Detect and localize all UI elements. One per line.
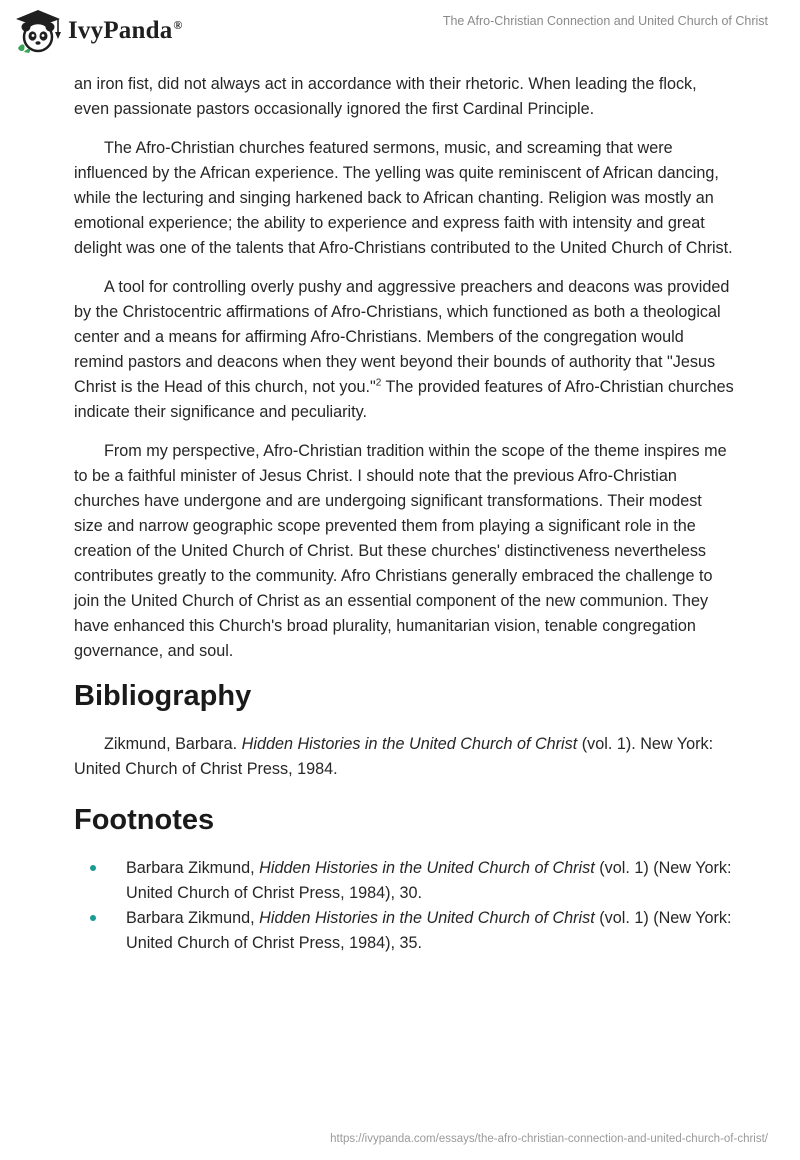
- paragraph-2: The Afro-Christian churches featured sermons, music, and screaming that were influenced by the African experience. The yelling was quite reminiscent of African dancing, while the lecturing and singing harkened back to African chanting. Religion was mostly an emotional experience; the ability to experience and express faith with intensity and great delight was one of the talents that Afro-Christians contributed to the United Church of Christ.: [74, 139, 733, 257]
- source-url[interactable]: https://ivypanda.com/essays/the-afro-christian-connection-and-united-church-of-christ/: [330, 1133, 768, 1145]
- paragraph-4: From my perspective, Afro-Christian tradition within the scope of the theme inspires me to be a faithful minister of Jesus Christ. I should note that the previous Afro-Christian churches have undergone and are undergoing significant transformations. Their modest size and narrow geographic scope prevented them from playing a significant role in the creation of the United Church of Christ. But these churches' distinctiveness nevertheless contributes greatly to the community. Afro Christians generally embraced the challenge to join the United Church of Christ as an essential component of the new communion. They have enhanced this Church's broad plurality, humanitarian vision, tenable congregation governance, and soul.: [74, 442, 727, 660]
- paragraph-3: A tool for controlling overly pushy and aggressive preachers and deacons was provided by the Christocentric affirmations of Afro-Christians, which functioned as both a theological center and a means for affirming Afro-Christians. Members of the congregation would remind pastors and deacons when they went beyond their bounds of authority that "Jesus Christ is the Head of this church, not you."$^2$ The provided features of Afro-Christian churches indicate their significance and peculiarity.: [74, 278, 734, 421]
- footnote-item: Barbara Zikmund, Hidden Histories in the United Church of Christ (vol. 1) (New York: United Church of Christ Press, 1984), 30.: [74, 856, 734, 906]
- footnotes-list: [74, 856, 734, 956]
- running-title: The Afro-Christian Connection and United Church of Christ: [442, 14, 768, 28]
- footnote-ref-2[interactable]: 2: [375, 377, 382, 389]
- essay-content: [74, 72, 734, 956]
- panda-graduate-icon: [14, 8, 62, 54]
- footnotes-heading: Footnotes: [74, 804, 215, 836]
- footnote-item: Barbara Zikmund, Hidden Histories in the United Church of Christ (vol. 1) (New York: United Church of Christ Press, 1984), 35.: [74, 906, 734, 956]
- page-header: [0, 0, 800, 60]
- ivypanda-logo[interactable]: [14, 8, 183, 54]
- logo-wordmark: IvyPanda®: [68, 17, 183, 44]
- paragraph-1: an iron fist, did not always act in accordance with their rhetoric. When leading the flock, even passionate pastors occasionally ignored the first Cardinal Principle.: [74, 75, 697, 118]
- bullet-icon: [90, 915, 96, 921]
- bibliography-heading: Bibliography: [74, 680, 252, 712]
- bullet-icon: [90, 865, 96, 871]
- bibliography-entry: Zikmund, Barbara. Hidden Histories in the United Church of Christ (vol. 1). New York: United Church of Christ Press, 1984.: [74, 735, 714, 778]
